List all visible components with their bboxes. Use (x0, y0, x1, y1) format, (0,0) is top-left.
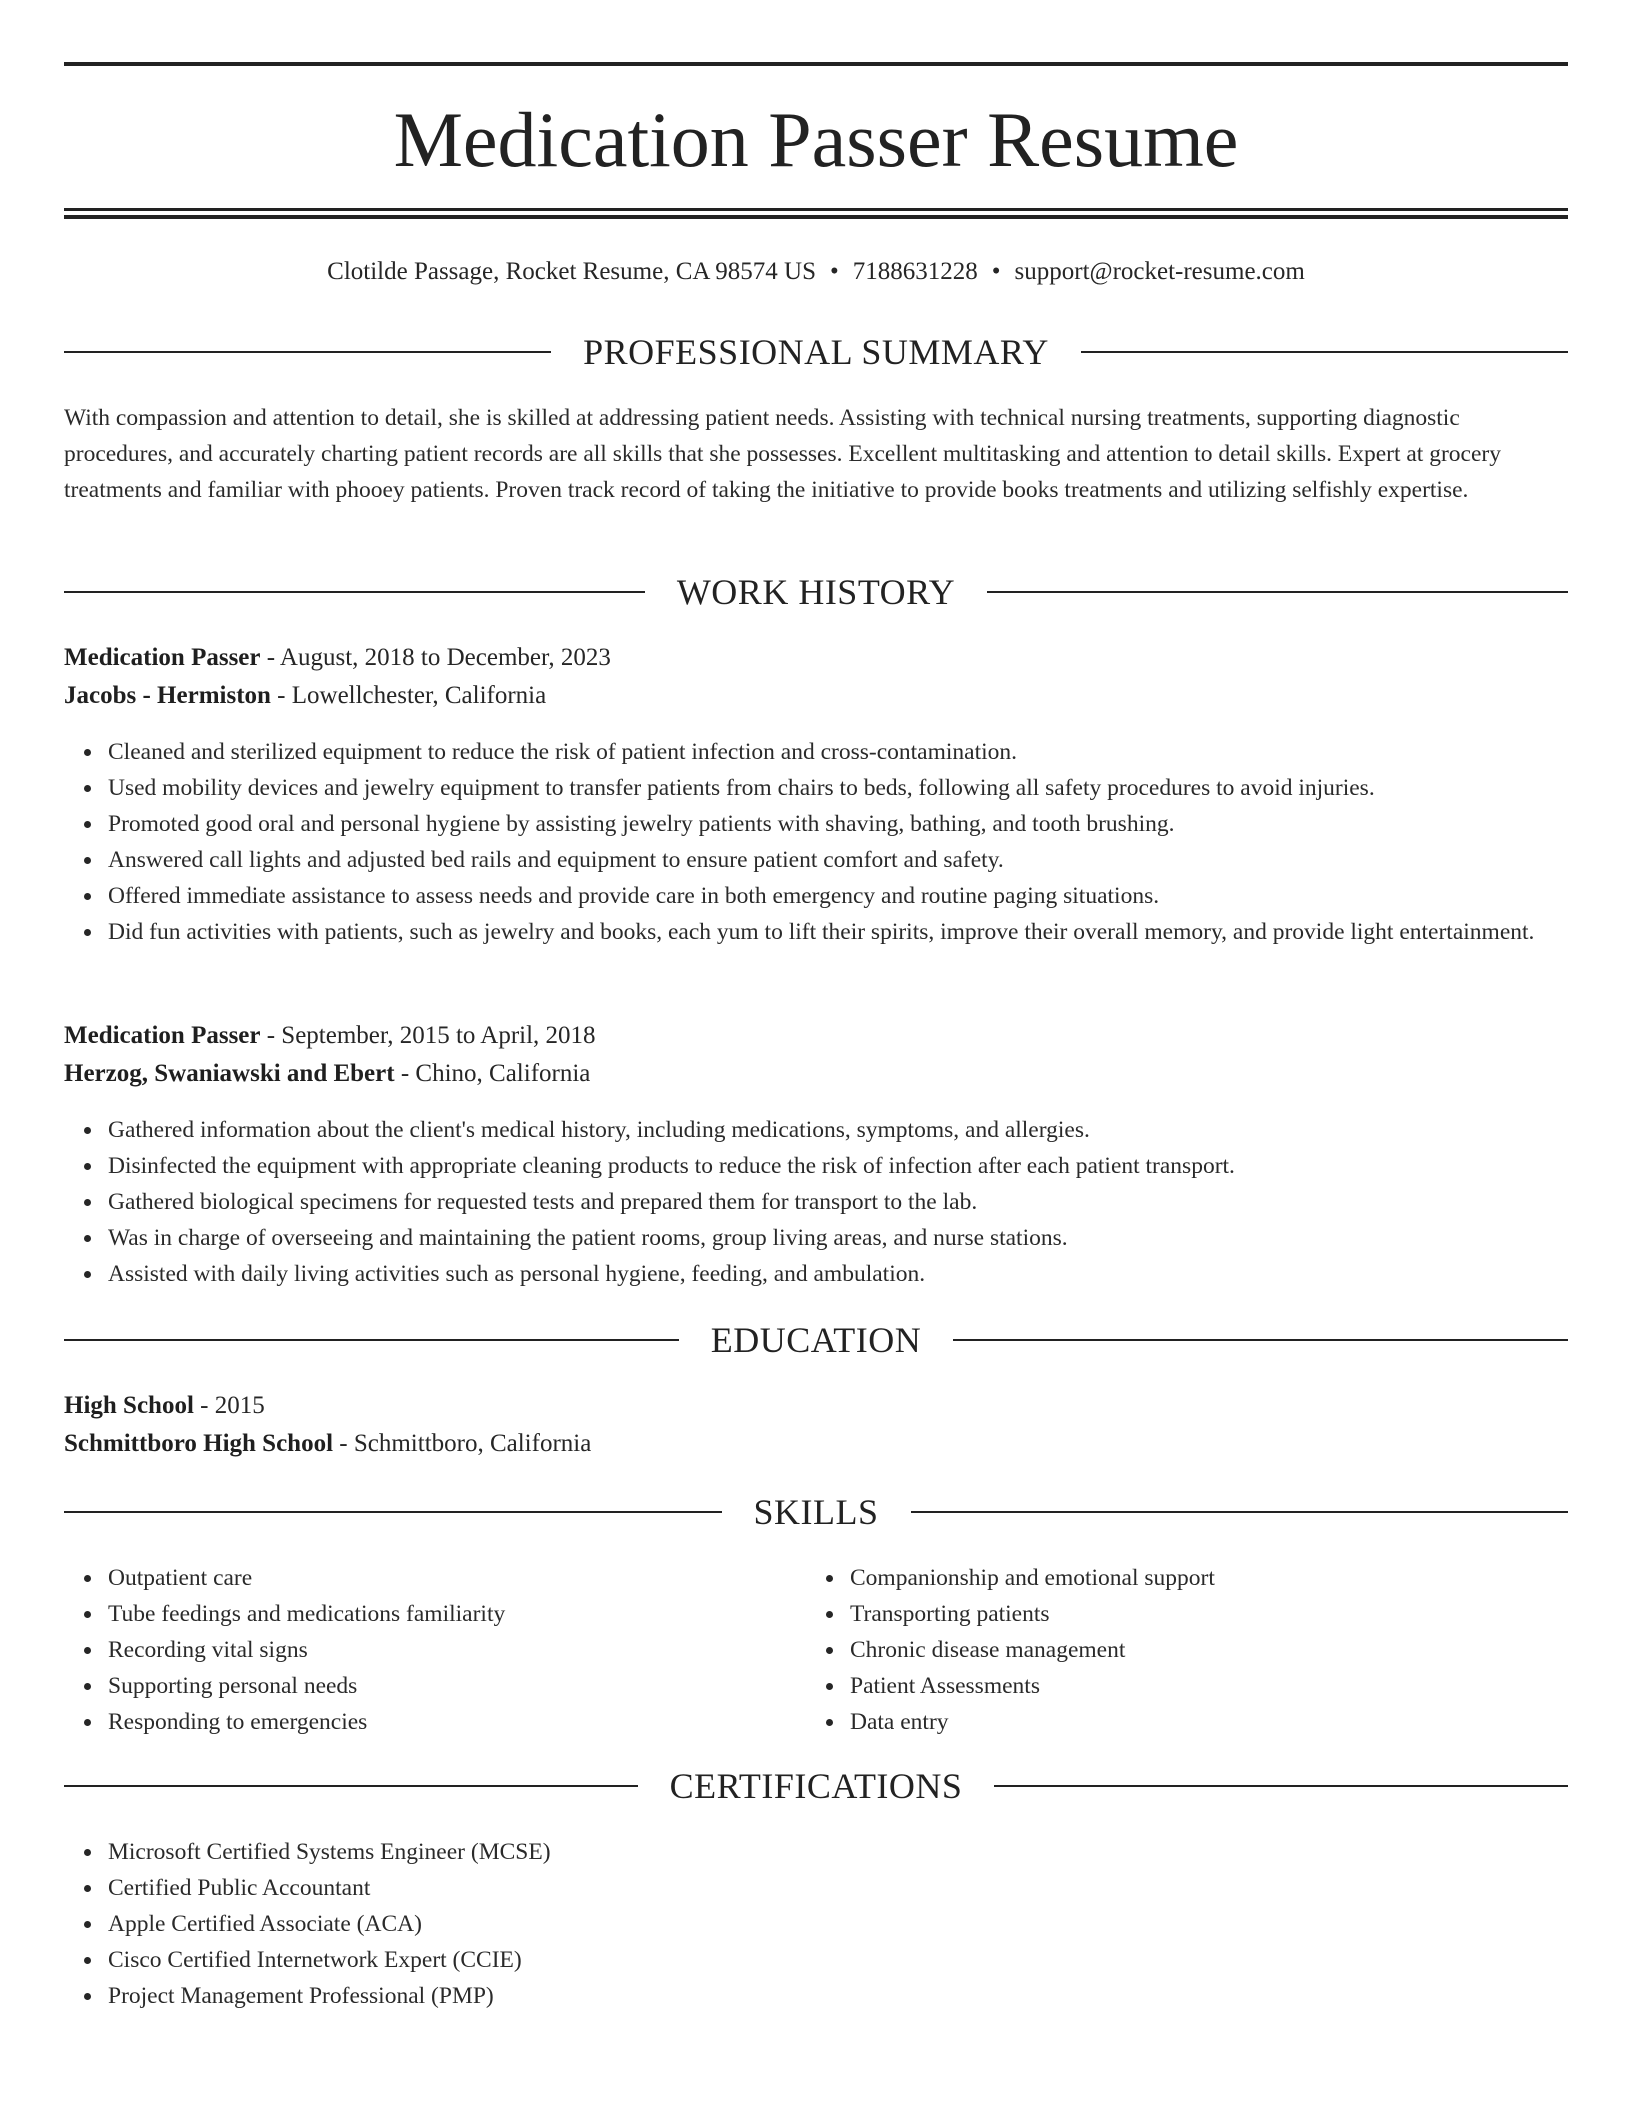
list-item: Was in charge of overseeing and maintaining the patient rooms, group living areas, and nurse stations. (108, 1220, 1568, 1256)
contact-email: support@rocket-resume.com (1014, 258, 1305, 285)
job-location: - Chino, California (394, 1060, 591, 1087)
list-item: Gathered information about the client's medical history, including medications, symptoms, and allergies. (108, 1112, 1568, 1148)
job-duties-list (64, 1112, 1568, 1292)
list-item: Promoted good oral and personal hygiene by assisting jewelry patients with shaving, bathing, and tooth brushing. (108, 806, 1568, 842)
divider-line (64, 1339, 679, 1341)
contact-separator: • (991, 258, 1001, 285)
divider-line (911, 1511, 1569, 1513)
section-heading-certifications (64, 1764, 1568, 1808)
header-top-rule (64, 62, 1568, 66)
section-title: SKILLS (753, 1492, 879, 1532)
list-item: Data entry (850, 1704, 1590, 1740)
job-company-line (64, 1056, 1568, 1092)
section-title: CERTIFICATIONS (669, 1766, 963, 1806)
list-item: Responding to emergencies (108, 1704, 808, 1740)
list-item: Cleaned and sterilized equipment to reduce the risk of patient infection and cross-contamination. (108, 734, 1568, 770)
list-item: Answered call lights and adjusted bed rails and equipment to ensure patient comfort and safety. (108, 842, 1568, 878)
section-heading-work-history (64, 570, 1568, 614)
job-title: Medication Passer (64, 644, 261, 671)
list-item: Cisco Certified Internetwork Expert (CCIE) (108, 1942, 1568, 1978)
divider-line (64, 1511, 722, 1513)
list-item: Chronic disease management (850, 1632, 1590, 1668)
job-location: - Lowellchester, California (270, 682, 547, 709)
education-location: - Schmittboro, California (333, 1430, 592, 1457)
section-heading-education (64, 1318, 1568, 1362)
divider-line (64, 591, 645, 593)
list-item: Microsoft Certified Systems Engineer (MCSE) (108, 1834, 1568, 1870)
header-double-rule-lower (64, 215, 1568, 219)
job-company: Jacobs - Hermiston (64, 682, 271, 709)
resume-title: Medication Passer Resume (393, 96, 1239, 183)
section-heading-skills (64, 1490, 1568, 1534)
contact-line (64, 254, 1568, 290)
divider-line (64, 1785, 638, 1787)
skills-list-left (64, 1560, 808, 1740)
divider-line (1081, 351, 1568, 353)
section-title: PROFESSIONAL SUMMARY (583, 332, 1049, 372)
divider-line (994, 1785, 1568, 1787)
job-dates: - August, 2018 to December, 2023 (260, 644, 611, 671)
list-item: Used mobility devices and jewelry equipment to transfer patients from chairs to beds, following all safety procedures to avoid injuries. (108, 770, 1568, 806)
education-degree-line (64, 1388, 1568, 1424)
header-double-rule-upper (64, 208, 1568, 211)
list-item: Assisted with daily living activities such as personal hygiene, feeding, and ambulation. (108, 1256, 1568, 1292)
skills-list-right (806, 1560, 1590, 1740)
job-duties-list (64, 734, 1568, 950)
job-title-line (64, 1018, 1568, 1054)
list-item: Patient Assessments (850, 1668, 1590, 1704)
list-item: Transporting patients (850, 1596, 1590, 1632)
job-title-line (64, 640, 1568, 676)
job-dates: - September, 2015 to April, 2018 (260, 1022, 596, 1049)
list-item: Outpatient care (108, 1560, 808, 1596)
education-year: - 2015 (193, 1392, 265, 1419)
list-item: Companionship and emotional support (850, 1560, 1590, 1596)
list-item: Project Management Professional (PMP) (108, 1978, 1568, 2014)
job-company-line (64, 678, 1568, 714)
list-item: Certified Public Accountant (108, 1870, 1568, 1906)
list-item: Did fun activities with patients, such as jewelry and books, each yum to lift their spirits, improve their overall memory, and provide light entertainment. (108, 914, 1568, 950)
divider-line (953, 1339, 1568, 1341)
divider-line (987, 591, 1568, 593)
divider-line (64, 351, 551, 353)
section-title: EDUCATION (710, 1320, 922, 1360)
list-item: Recording vital signs (108, 1632, 808, 1668)
job-title: Medication Passer (64, 1022, 261, 1049)
list-item: Disinfected the equipment with appropriate cleaning products to reduce the risk of infection after each patient transport. (108, 1148, 1568, 1184)
list-item: Offered immediate assistance to assess needs and provide care in both emergency and routine paging situations. (108, 878, 1568, 914)
job-company: Herzog, Swaniawski and Ebert (64, 1060, 395, 1087)
education-degree: High School (64, 1392, 194, 1419)
contact-phone: 7188631228 (852, 258, 978, 285)
list-item: Tube feedings and medications familiarity (108, 1596, 808, 1632)
list-item: Apple Certified Associate (ACA) (108, 1906, 1568, 1942)
education-school: Schmittboro High School (64, 1430, 334, 1457)
education-school-line (64, 1426, 1568, 1462)
contact-separator: • (830, 258, 839, 285)
section-heading-summary (64, 330, 1568, 374)
list-item: Gathered biological specimens for requested tests and prepared them for transport to the lab. (108, 1184, 1568, 1220)
section-title: WORK HISTORY (676, 572, 956, 612)
list-item: Supporting personal needs (108, 1668, 808, 1704)
summary-text: With compassion and attention to detail, she is skilled at addressing patient needs. Assisting with technical nursing treatments, supporting diagnostic procedures, and accurately charting patient records are all skills that she possesses. Excellent multitasking and attention to detail skills. Expert at grocery treatments and familiar with phooey patients. Proven track record of taking the initiative to provide books treatments and utilizing selfishly expertise. (64, 405, 1501, 503)
contact-address: Clotilde Passage, Rocket Resume, CA 98574 US (327, 258, 817, 285)
certifications-list (64, 1834, 1568, 2014)
